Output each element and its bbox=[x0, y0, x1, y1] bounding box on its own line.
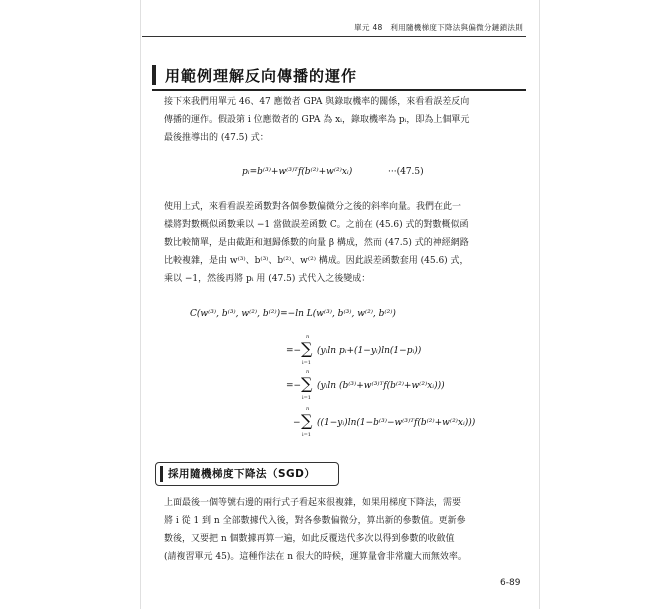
sum-symbol: ∑ bbox=[301, 411, 313, 430]
sum-symbol: ∑ bbox=[301, 374, 313, 393]
equation-number: ···(47.5) bbox=[388, 167, 424, 177]
derivation-line-4: ((1−yᵢ)ln(1−b⁽³⁾−w⁽³⁾ᵀf(b⁽²⁾+w⁽²⁾xᵢ))) bbox=[317, 418, 476, 428]
sum-lower-limit: i=1 bbox=[302, 360, 311, 366]
paragraph-line: 數後，又要把 n 個數據再算一遍，如此反覆迭代多次以得到參數的收斂值 bbox=[164, 534, 455, 544]
sum-upper-limit: n bbox=[306, 406, 310, 412]
paragraph-line: 傳播的運作。假設第 i 位應徵者的 GPA 為 xᵢ，錄取機率為 pᵢ，即為上個單元 bbox=[164, 115, 470, 125]
equals-minus: =− bbox=[286, 381, 302, 391]
page-number: 6-89 bbox=[500, 578, 521, 588]
header-rule bbox=[142, 36, 526, 37]
paragraph-line: 比較複雜，是由 w⁽³⁾、b⁽³⁾、b⁽²⁾、w⁽²⁾ 構成。因此誤差函數套用 (45.6) 式， bbox=[164, 256, 469, 266]
paragraph-error-function bbox=[164, 198, 520, 288]
paragraph-line: 接下來我們用單元 46、47 應徵者 GPA 與錄取機率的關係，來看看誤差反向 bbox=[164, 97, 470, 107]
subsection-title-marker bbox=[160, 466, 163, 482]
paragraph-line: 上面最後一個等號右邊的兩行式子看起來很複雜，如果用梯度下降法，需要 bbox=[164, 498, 462, 508]
section-title: 用範例理解反向傳播的運作 bbox=[165, 67, 358, 85]
paragraph-line: 最後推導出的 (47.5) 式： bbox=[164, 133, 269, 143]
derivation-line-3: (yᵢln (b⁽³⁾+w⁽³⁾ᵀf(b⁽²⁾+w⁽²⁾xᵢ))) bbox=[317, 381, 445, 391]
sum-symbol: ∑ bbox=[301, 339, 313, 358]
paragraph-intro bbox=[164, 93, 520, 147]
subsection-title: 採用隨機梯度下降法（SGD） bbox=[168, 468, 316, 480]
equation-47-5: pᵢ=b⁽³⁾+w⁽³⁾ᵀf(b⁽²⁾+w⁽²⁾xᵢ) bbox=[242, 167, 353, 177]
section-title-underline bbox=[152, 89, 526, 91]
sum-lower-limit: i=1 bbox=[302, 395, 311, 401]
paragraph-line: 數比較簡單，是由截距和迴歸係數的向量 β 構成，然而 (47.5) 式的神經網路 bbox=[164, 238, 469, 248]
sum-lower-limit: i=1 bbox=[302, 432, 311, 438]
paragraph-line: 使用上式，來看看誤差函數對各個參數偏微分之後的斜率向量。我們在此一 bbox=[164, 202, 462, 212]
running-header: 單元 48 利用隨機梯度下降法與偏微分鏈鎖法則 bbox=[354, 23, 523, 32]
paragraph-sgd bbox=[164, 494, 520, 566]
paragraph-line: 將 i 從 1 到 n 全部數據代入後，對各參數偏微分，算出新的參數值。更新參 bbox=[164, 516, 466, 526]
paragraph-line: 樣將對數概似函數乘以 −1 當做誤差函數 C。之前在 (45.6) 式的對數概似函 bbox=[164, 220, 469, 230]
minus-sign: − bbox=[293, 418, 301, 428]
paragraph-line: (請複習單元 45)。這種作法在 n 很大的時候，運算量會非常龐大而無效率。 bbox=[164, 552, 467, 562]
paragraph-line: 乘以 −1，然後再將 pᵢ 用 (47.5) 式代入之後變成： bbox=[164, 274, 371, 284]
derivation-line-2: (yᵢln pᵢ+(1−yᵢ)ln(1−pᵢ)) bbox=[317, 346, 422, 356]
sum-upper-limit: n bbox=[306, 334, 310, 340]
equals-minus: =− bbox=[286, 346, 302, 356]
derivation-line-1: C(w⁽³⁾, b⁽³⁾, w⁽²⁾, b⁽²⁾)=−ln L(w⁽³⁾, b⁽³⁾, w⁽²⁾, b⁽²⁾) bbox=[190, 309, 396, 319]
sum-upper-limit: n bbox=[306, 369, 310, 375]
section-title-marker bbox=[152, 65, 156, 85]
